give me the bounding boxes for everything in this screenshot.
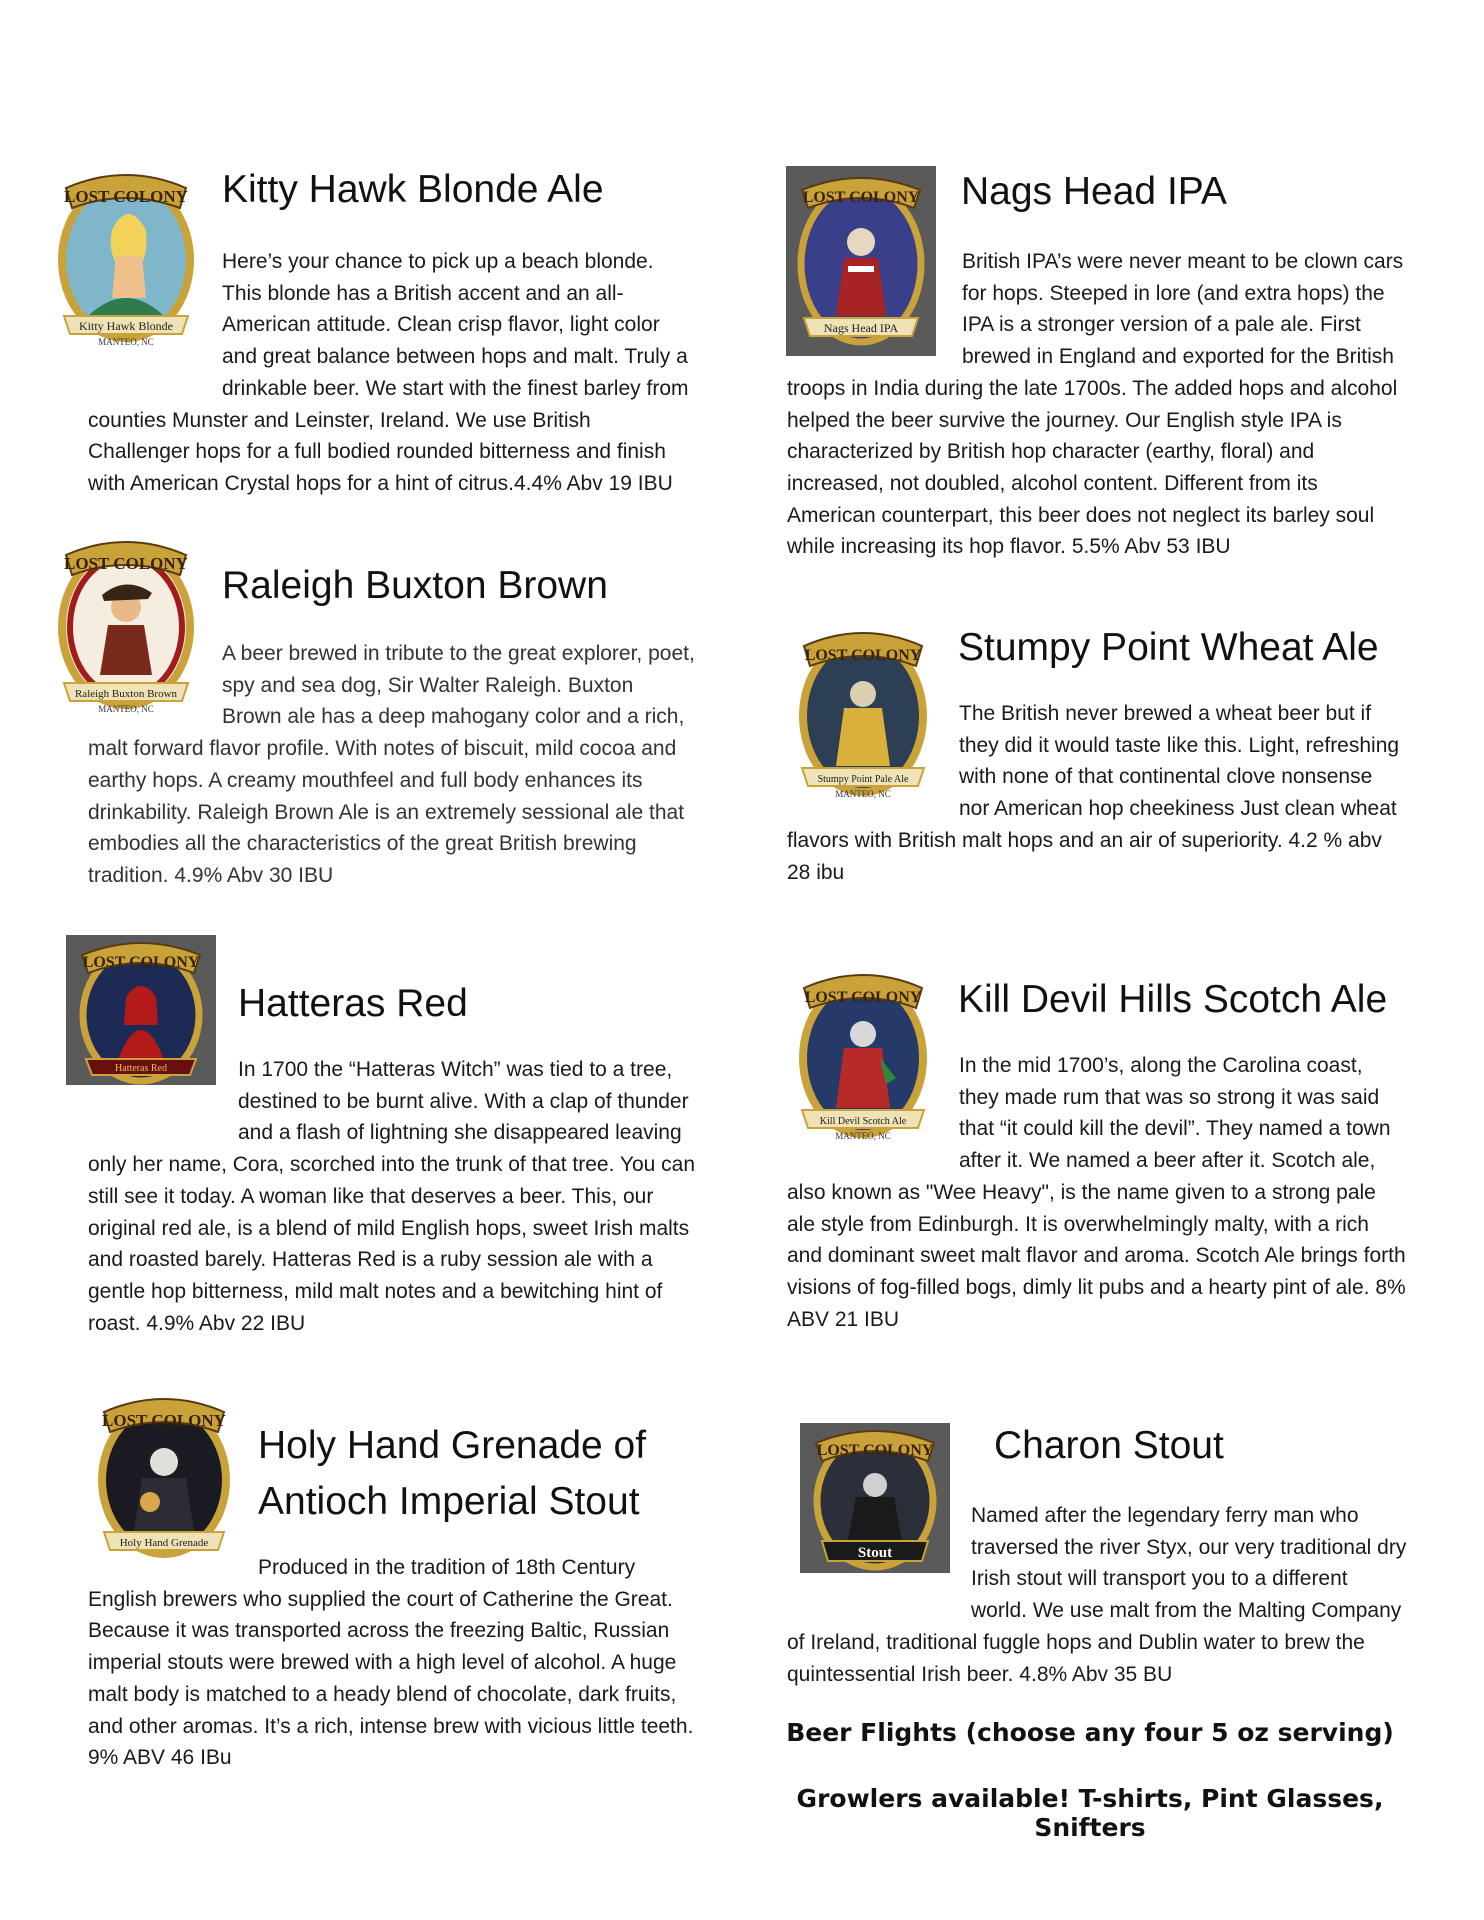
holy-hand-grenade-description xyxy=(88,1552,698,1774)
holy-hand-grenade-logo-brand: LOST COLONY xyxy=(102,1411,226,1430)
beer-flights-note: Beer Flights (choose any four 5 oz serving) xyxy=(786,1718,1394,1747)
holy-hand-grenade-logo-icon xyxy=(94,1392,234,1562)
holy-hand-grenade-logo-label: Holy Hand Grenade xyxy=(119,1537,209,1549)
charon-stout-title: Charon Stout xyxy=(994,1424,1224,1467)
hatteras-red-logo-brand: LOST COLONY xyxy=(82,954,200,971)
stumpy-point-logo-brand: LOST COLONY xyxy=(804,647,922,664)
kitty-hawk-logo-brand: LOST COLONY xyxy=(64,187,188,206)
charon-stout-logo-label: Stout xyxy=(857,1545,893,1561)
hatteras-red-description-text: In 1700 the “Hatteras Witch” was tied to a tree, destined to be burnt alive. With a clap of thunder and a flash of lightning she disappeared leaving only her name, Cora, scorched into the trunk of that tree. You can still see it today. A woman like that deserves a beer. This, our original red ale, is a blend of mild English hops, sweet Irish malts and roasted barely. Hatteras Red is a ruby session ale with a gentle hop bitterness, mild malt notes and a bewitching hint of roast. 4.9% Abv 22 IBU xyxy=(88,1058,696,1335)
raleigh-buxton-logo-label: Raleigh Buxton Brown xyxy=(74,688,178,700)
raleigh-buxton-logo-town: MANTEO, NC xyxy=(98,704,154,714)
stumpy-point-description xyxy=(787,698,1407,888)
charon-stout-description-text: Named after the legendary ferry man who traversed the river Styx, our very traditional dry Irish stout will transport you to a different world. We use malt from the Malting Company of Ireland, traditional fuggle hops and Dublin water to brew the quintessential Irish beer. 4.8% Abv 35 BU xyxy=(787,1504,1407,1686)
stumpy-point-logo-town: MANTEO, NC xyxy=(835,789,891,799)
stumpy-point-description-text: The British never brewed a wheat beer but if they did it would taste like this. Light, refreshing with none of that continental clove nonsense nor American hop cheekiness Just clean wheat flavors with British malt hops and an air of superiority. 4.2 % abv 28 ibu xyxy=(787,702,1400,884)
kill-devil-hills-logo-brand: LOST COLONY xyxy=(804,989,922,1006)
nags-head-description xyxy=(787,246,1407,563)
kitty-hawk-title: Kitty Hawk Blonde Ale xyxy=(222,168,604,211)
nags-head-title: Nags Head IPA xyxy=(961,170,1227,213)
raleigh-buxton-logo-brand: LOST COLONY xyxy=(64,554,188,573)
hatteras-red-description xyxy=(88,1054,698,1339)
raleigh-buxton-description xyxy=(88,638,698,892)
raleigh-buxton-title: Raleigh Buxton Brown xyxy=(222,564,608,607)
kill-devil-hills-title: Kill Devil Hills Scotch Ale xyxy=(958,978,1388,1021)
holy-hand-grenade-title: Holy Hand Grenade of Antioch Imperial Stout xyxy=(258,1424,647,1523)
stumpy-point-title: Stumpy Point Wheat Ale xyxy=(958,626,1379,669)
kill-devil-hills-description-text: In the mid 1700’s, along the Carolina coast, they made rum that was so strong it was said that “it could kill the devil”. They named a town after it. We named a beer after it. Scotch ale, also known as "Wee Heavy", is the name given to a strong pale ale style from Edinburgh. It is overwhelmingly malty, with a rich and dominant sweet malt flavor and aroma. Scotch Ale brings forth visions of fog-filled bogs, dimly lit pubs and a hearty pint of ale. 8% ABV 21 IBU xyxy=(787,1054,1406,1331)
charon-stout-logo-brand: LOST COLONY xyxy=(816,1442,934,1459)
growlers-note: Growlers available! T-shirts, Pint Glasses, Snifters xyxy=(796,1784,1384,1842)
hatteras-red-logo-label: Hatteras Red xyxy=(115,1063,167,1074)
kitty-hawk-description-text: Here’s your chance to pick up a beach blonde. This blonde has a British accent and an all-American attitude. Clean crisp flavor, light color and great balance between hops and malt. Truly a drinkable beer. We start with the finest barley from counties Munster and Leinster, Ireland. We use British Challenger hops for a full bodied rounded bitterness and finish with American Crystal hops for a hint of citrus.4.4% Abv 19 IBU xyxy=(88,250,689,495)
kitty-hawk-description xyxy=(88,246,698,500)
kill-devil-hills-description xyxy=(787,1050,1407,1335)
nags-head-logo-brand: LOST COLONY xyxy=(802,189,920,206)
hatteras-red-title: Hatteras Red xyxy=(238,982,468,1025)
stumpy-point-logo-label: Stumpy Point Pale Ale xyxy=(817,774,909,785)
charon-stout-description xyxy=(787,1500,1407,1690)
raleigh-buxton-description-text: A beer brewed in tribute to the great explorer, poet, spy and sea dog, Sir Walter Raleigh. Buxton Brown ale has a deep mahogany color and a rich, malt forward flavor profile. With notes of biscuit, mild cocoa and earthy hops. A creamy mouthfeel and full body enhances its drinkability. Raleigh Brown Ale is an extremely sessional ale that embodies all the characteristics of the great British brewing tradition. 4.9% Abv 30 IBU xyxy=(88,642,695,887)
kill-devil-hills-logo-label: Kill Devil Scotch Ale xyxy=(819,1116,907,1127)
kitty-hawk-logo-label: Kitty Hawk Blonde xyxy=(79,319,173,333)
nags-head-description-text: British IPA’s were never meant to be clown cars for hops. Steeped in lore (and extra hops) the IPA is a stronger version of a pale ale. First brewed in England and exported for the British troops in India during the late 1700s. The added hops and alcohol helped the beer survive the journey. Our English style IPA is characterized by British hop character (earthy, floral) and increased, not doubled, alcohol content. Different from its American counterpart, this beer does not neglect its barley soul while increasing its hop flavor. 5.5% Abv 53 IBU xyxy=(787,250,1404,559)
holy-hand-grenade-description-text: Produced in the tradition of 18th Century English brewers who supplied the court of Catherine the Great. Because it was transported across the freezing Baltic, Russian imperial stouts were brewed with a high level of alcohol. A huge malt body is matched to a heady blend of chocolate, dark fruits, and other aromas. It’s a rich, intense brew with vicious little teeth. 9% ABV 46 IBu xyxy=(88,1556,694,1770)
kitty-hawk-logo-town: MANTEO, NC xyxy=(98,337,154,347)
kill-devil-hills-logo-town: MANTEO, NC xyxy=(835,1131,891,1141)
nags-head-logo-label: Nags Head IPA xyxy=(823,321,899,335)
